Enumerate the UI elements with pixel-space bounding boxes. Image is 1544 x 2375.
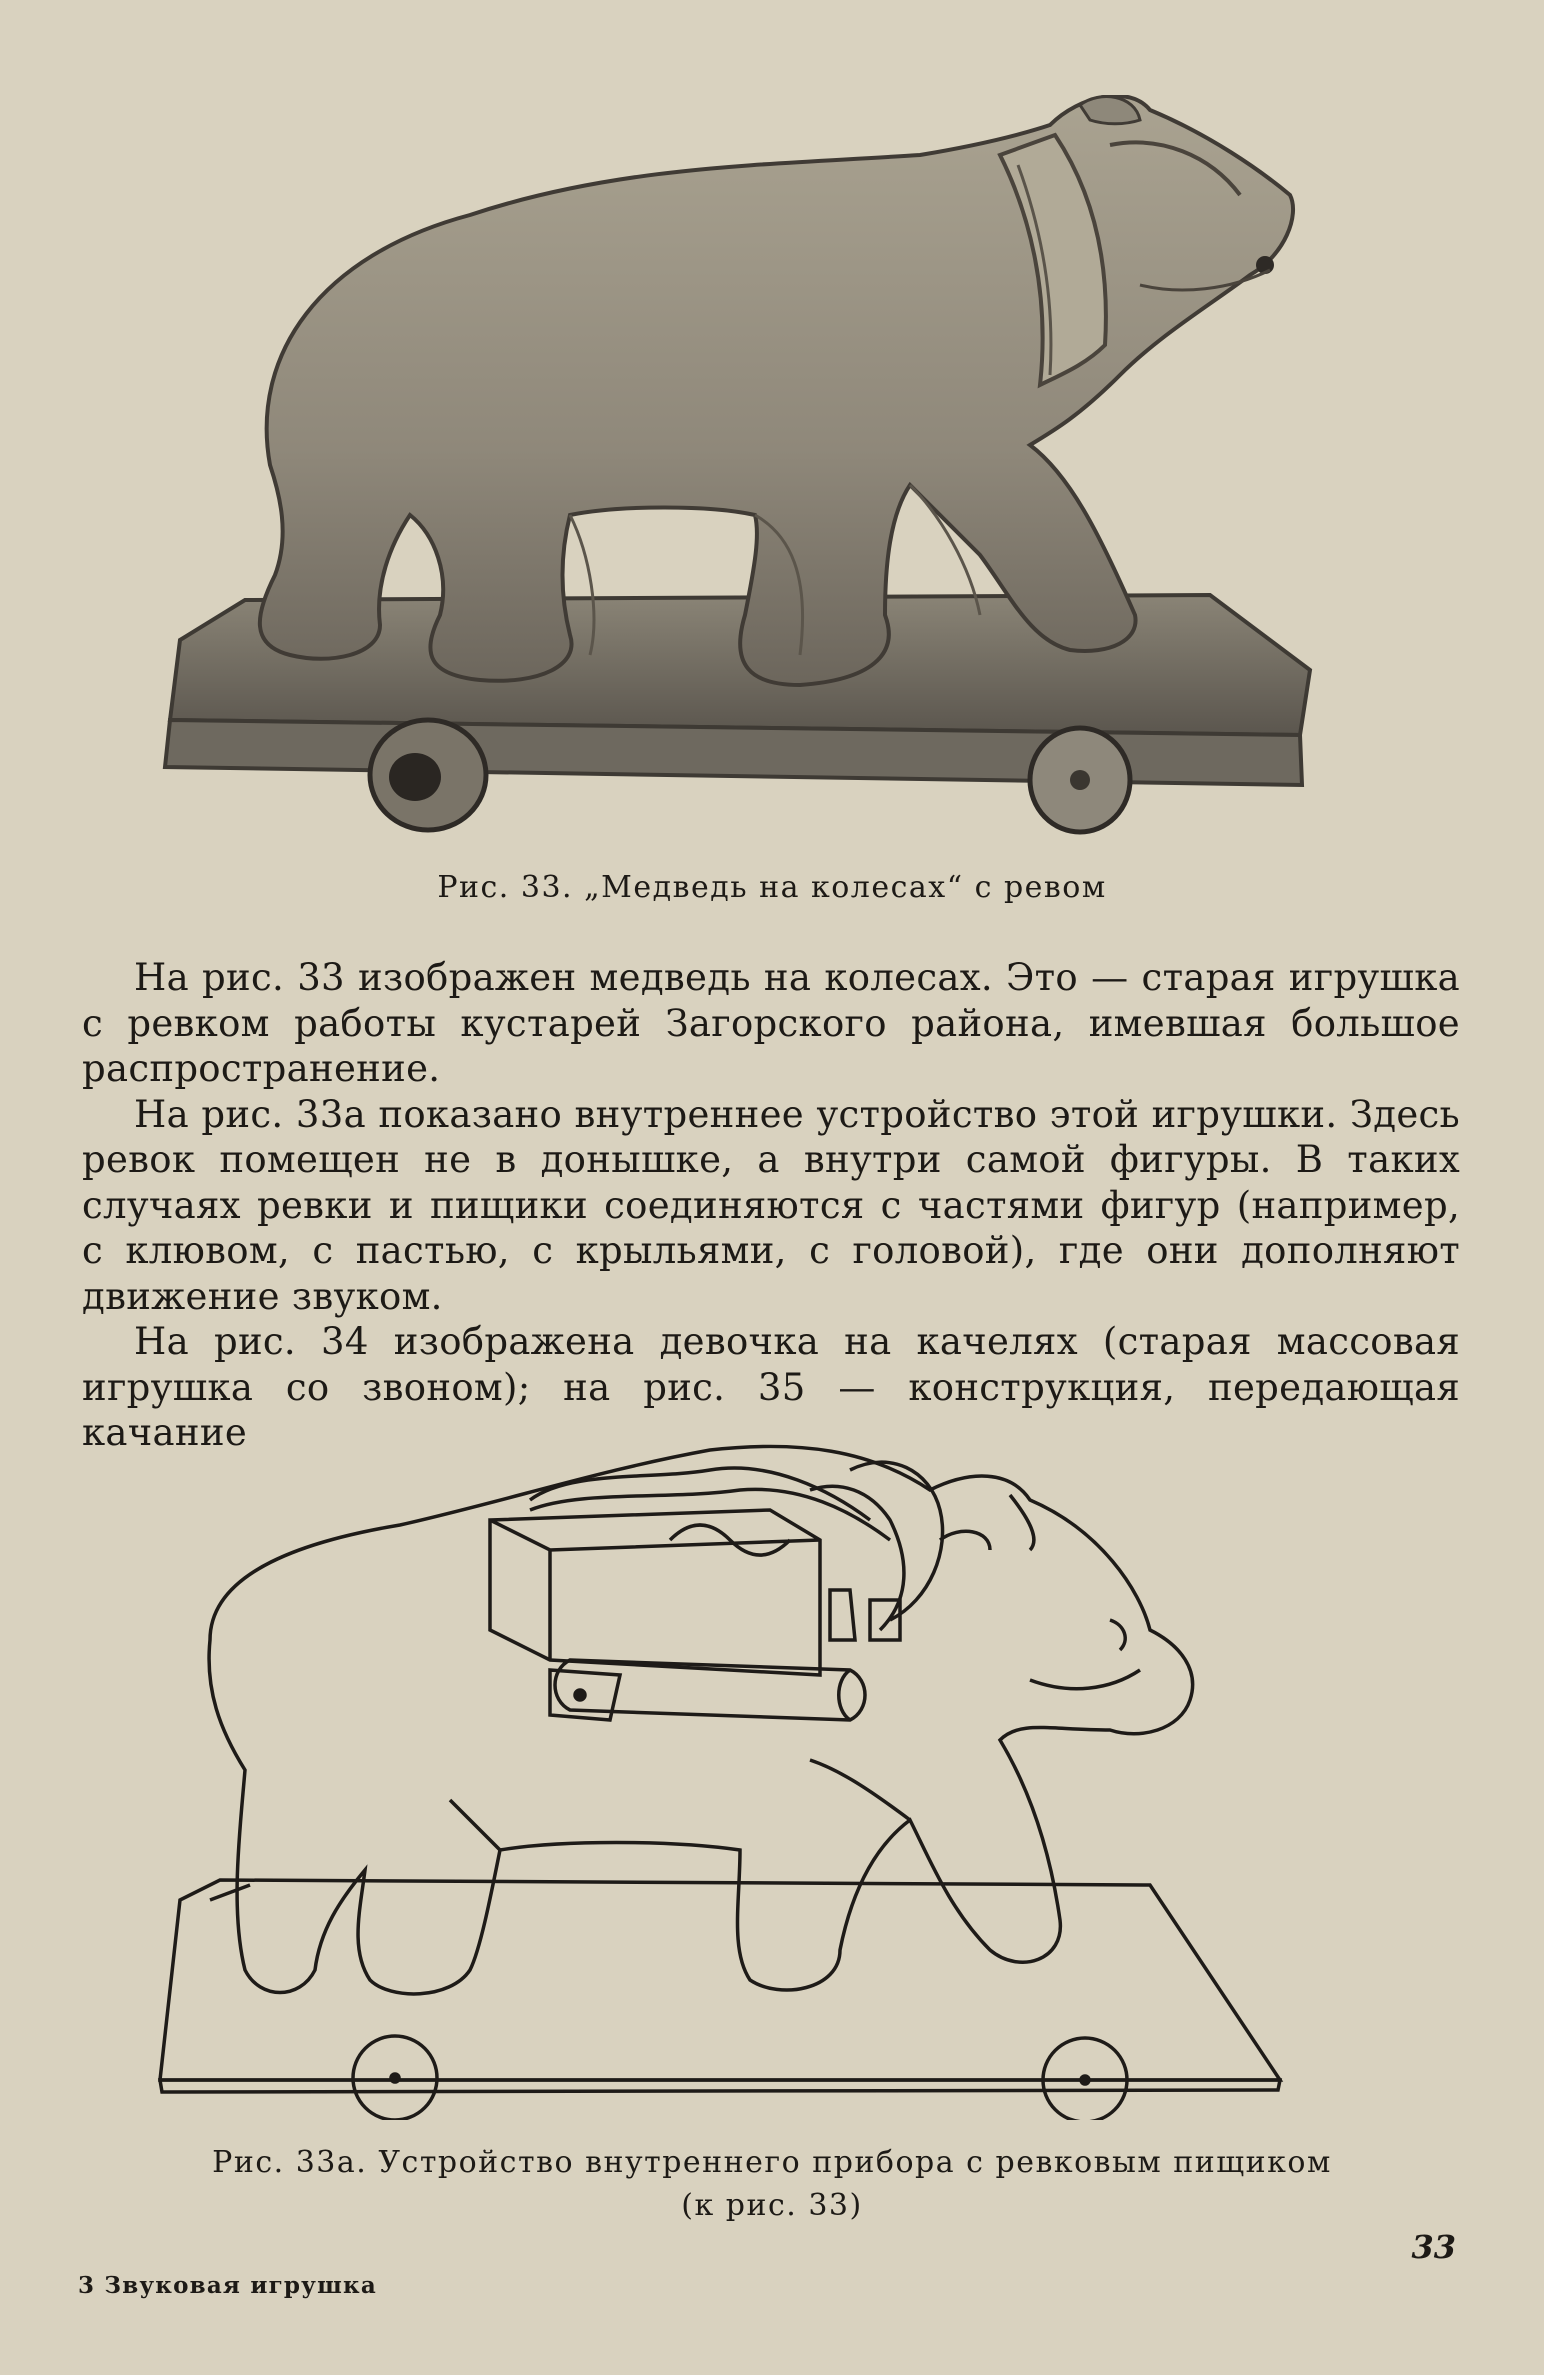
figure-33-caption: Рис. 33. „Медведь на колесах“ с ревом: [437, 870, 1107, 905]
figure-33a-caption: Рис. 33а. Устройство внутреннего прибора с ревковым пищиком: [212, 2145, 1332, 2180]
wheel-left: [353, 2036, 437, 2120]
figure-33a-caption-ref: (к рис. 33): [681, 2188, 863, 2223]
wheel-right: [1030, 728, 1130, 832]
paragraph: На рис. 34 изображена девочка на качелях (старая массовая игрушка со звоном); на рис. 35 — конструкция, передающая качание: [82, 1320, 1460, 1454]
signature-mark: 3 Звуковая игрушка: [78, 2272, 377, 2299]
paragraph: На рис. 33а показано внутреннее устройство этой игрушки. Здесь ревок помещен не в донышке, а внутри самой фигуры. В таких случаях ревки и пищики соединяются с частями фигур (например, с клювом, с пастью, с крыльями, с головой), где они дополняют движение звуком.: [82, 1092, 1460, 1318]
bear-on-wheels-photo: [150, 95, 1330, 835]
body-text: [82, 955, 1460, 1456]
paragraph: На рис. 33 изображен медведь на колесах. Это — старая игрушка с ревком работы кустарей Загорского района, имевшая большое распространение.: [82, 956, 1460, 1090]
bear-mechanism-diagram: [150, 1430, 1300, 2120]
page-number: 33: [1411, 2228, 1456, 2266]
wheel-left: [370, 720, 486, 830]
